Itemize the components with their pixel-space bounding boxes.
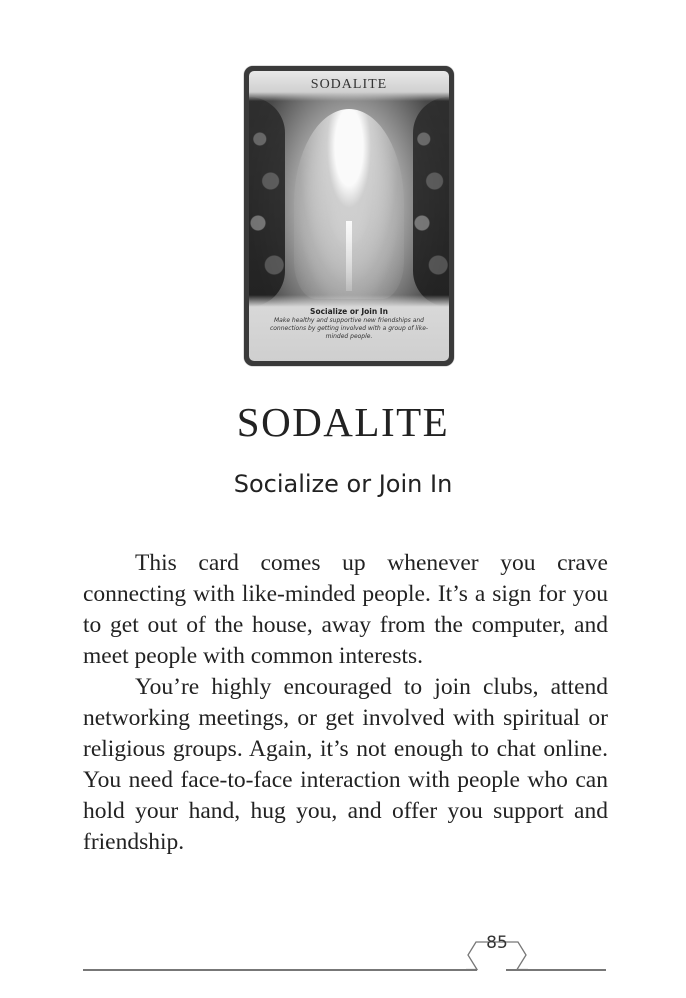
page-title: SODALITE [236,399,450,445]
card-header [249,71,449,101]
card-title: SODALITE [310,77,388,92]
footer-rule-left [83,969,477,971]
card-artwork [249,71,449,361]
card-light-beam [346,221,352,291]
page-number: 85 [486,933,508,953]
page-subtitle: Socialize or Join In [233,470,453,498]
card-foliage-left [249,97,285,307]
oracle-card-image [244,66,454,366]
card-subtitle: Socialize or Join In [310,307,388,316]
card-foliage-right [413,97,449,307]
card-footer [249,295,449,361]
paragraph: This card comes up whenever you crave connecting with like-minded people. It’s a sign for you to get out of the house, away from the computer, and meet people with common interests. [83,550,608,669]
card-description: Make healthy and supportive new friendships and connections by getting involved with a group of like-minded people. [269,317,429,340]
paragraph: You’re highly encouraged to join clubs, attend networking meetings, or get involved with spiritual or religious groups. Again, it’s not enough to chat online. You need face-to-face interaction with people who can hold your hand, hug you, and offer you support and friendship. [83,674,608,855]
body-text [83,548,608,858]
